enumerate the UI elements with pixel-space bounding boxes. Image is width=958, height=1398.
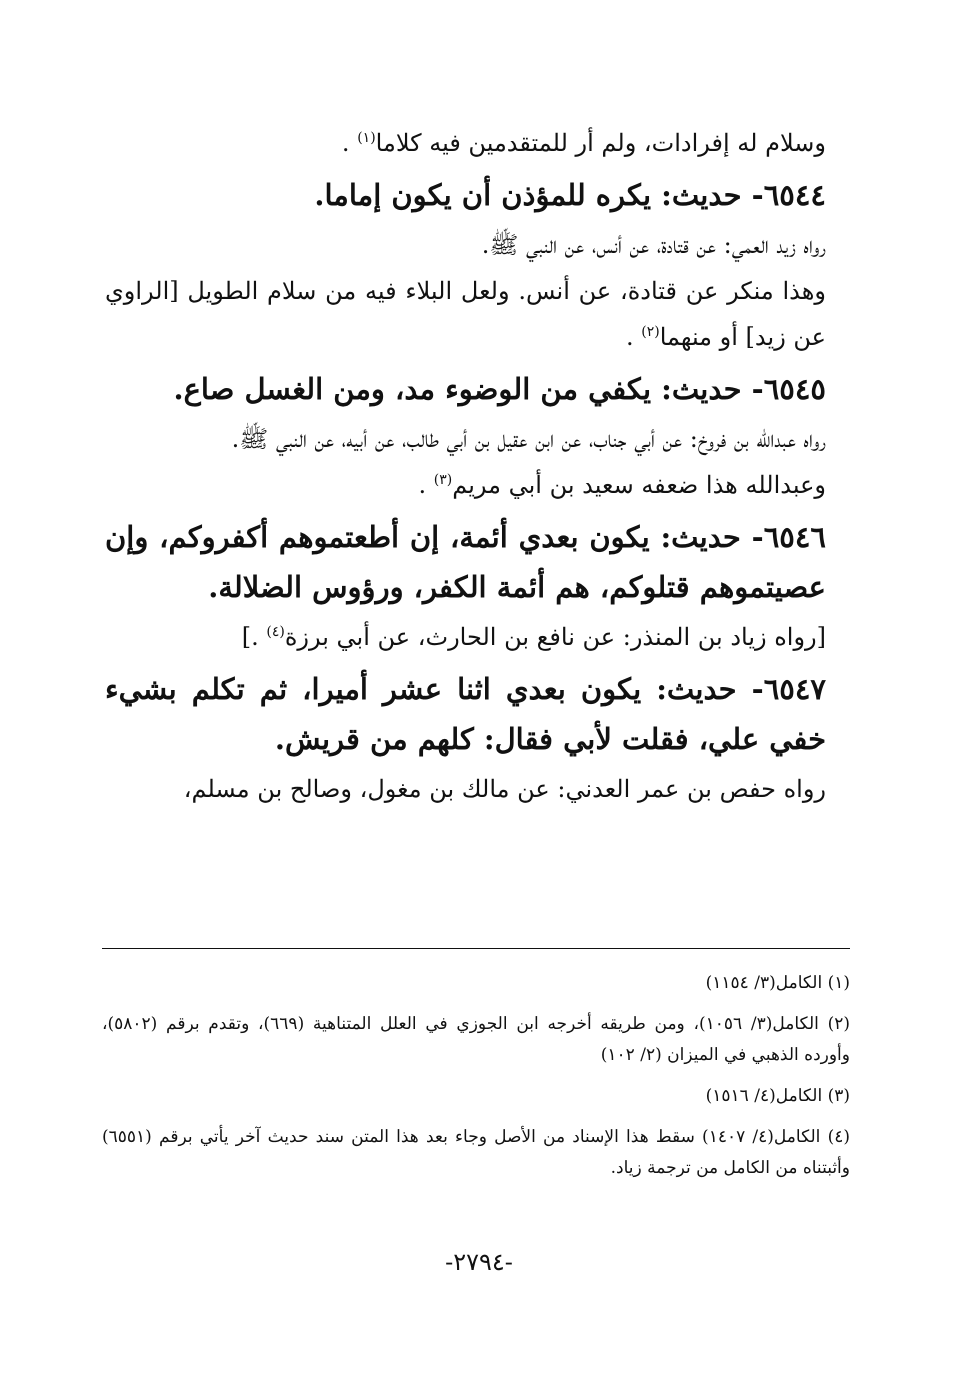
footnote-3: (٣) الكامل(٤/ ١٥١٦) — [705, 1086, 850, 1106]
paragraph-text: رواه زيد العمي: عن قتادة، عن أنس، عن النبي ﷺ. — [481, 231, 826, 259]
narration-paragraph — [105, 222, 850, 268]
hadith-heading-6546 — [105, 512, 850, 612]
commentary-paragraph — [105, 268, 850, 360]
narration-paragraph — [105, 614, 850, 660]
punctuation: . — [625, 323, 634, 351]
footnote-ref-1[interactable]: (١) — [357, 130, 376, 146]
paragraph-text: وهذا منكر عن قتادة، عن أنس. ولعل البلاء فيه من سلام الطويل [الراوي عن زيد] أو منهما — [105, 277, 826, 351]
main-text — [105, 120, 850, 812]
hadith-number: ٦٥٤٧- — [751, 672, 826, 706]
footnote-ref-4[interactable]: (٤) — [266, 624, 285, 640]
hadith-title: حديث: يكفي من الوضوء مد، ومن الغسل صاع. — [173, 372, 742, 406]
hadith-number: ٦٥٤٥- — [751, 372, 826, 406]
punctuation: .] — [241, 623, 259, 651]
hadith-title: حديث: يكره للمؤذن أن يكون إماما. — [314, 178, 742, 212]
paragraph-text: رواه حفص بن عمر العدني: عن مالك بن مغول، وصالح بن مسلم، — [183, 775, 826, 803]
hadith-title: حديث: يكون بعدي اثنا عشر أميرا، ثم تكلم بشيء خفي علي، فقلت لأبي فقال: كلهم من قريش. — [105, 672, 826, 756]
narration-paragraph — [105, 416, 850, 462]
hadith-title: حديث: يكون بعدي أئمة، إن أطعتموهم أكفروكم، وإن عصيتموهم قتلوكم، هم أئمة الكفر، ورؤوس الضلالة. — [105, 520, 826, 604]
paragraph-text: رواه عبدالله بن فروخ: عن أبي جناب، عن ابن عقيل بن أبي طالب، عن أبيه، عن النبي ﷺ. — [231, 425, 826, 453]
hadith-heading-6544 — [105, 170, 850, 220]
footnote-ref-3[interactable]: (٣) — [433, 472, 453, 488]
footnotes-section — [102, 968, 850, 1194]
paragraph-text: وعبدالله هذا ضعفه سعيد بن أبي مريم — [452, 471, 826, 499]
footnote-divider — [102, 948, 850, 949]
footnote-2: (٢) الكامل(٣/ ١٠٥٦)، ومن طريقه أخرجه ابن الجوزي في العلل المتناهية (٦٦٩)، وتقدم برقم (٥٨٠٢)، وأورده الذهبي في الميزان (٢/ ١٠٢) — [102, 1014, 850, 1065]
punctuation: . — [418, 471, 427, 499]
punctuation: . — [341, 129, 350, 157]
page-number: -٢٧٩٤- — [445, 1248, 513, 1276]
hadith-heading-6545 — [105, 364, 850, 414]
hadith-heading-6547 — [105, 664, 850, 764]
paragraph-text: [رواه زياد بن المنذر: عن نافع بن الحارث، عن أبي برزة — [284, 623, 826, 651]
footnote-ref-2[interactable]: (٢) — [641, 324, 660, 340]
hadith-number: ٦٥٤٦- — [751, 520, 826, 554]
narration-paragraph — [105, 766, 850, 812]
paragraph-text: وسلام له إفرادات، ولم أر للمتقدمين فيه كلاما — [375, 129, 826, 157]
footnote-4: (٤) الكامل(٤/ ١٤٠٧) سقط هذا الإسناد من الأصل وجاء بعد هذا المتن سند حديث آخر يأتي برقم (٦٥٥١) وأثبتناه من الكامل من ترجمة زياد. — [102, 1127, 850, 1178]
hadith-number: ٦٥٤٤- — [751, 178, 826, 212]
paragraph-continuation — [105, 120, 850, 166]
footnote-1: (١) الكامل(٣/ ١١٥٤) — [705, 973, 850, 993]
commentary-paragraph — [105, 462, 850, 508]
